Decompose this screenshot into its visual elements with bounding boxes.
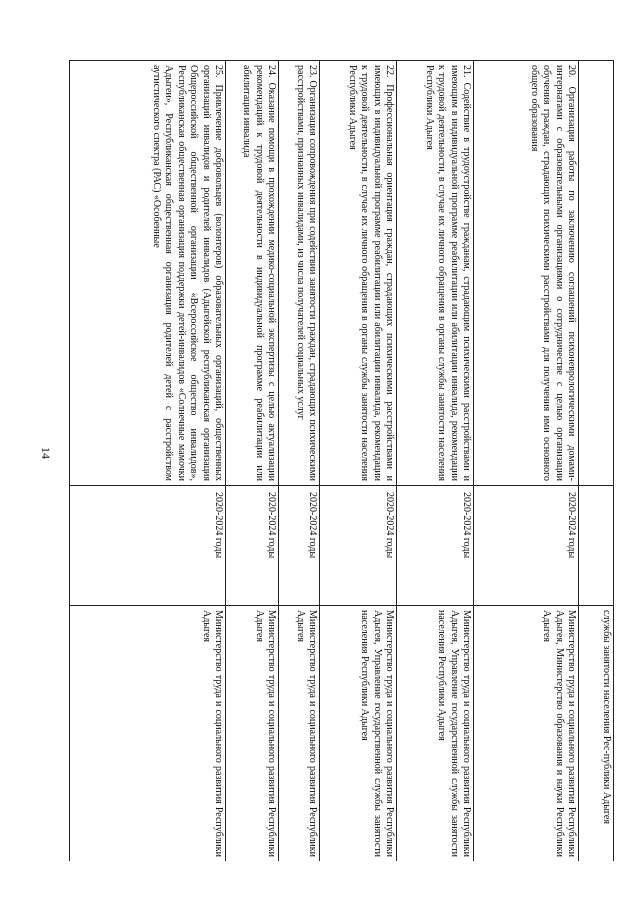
executor-cell: Министерство труда и социального развития Республики Адыгея [279,606,320,862]
table-row-continuation [579,61,614,862]
action-cell: 22. Профессиональная ориентация граждан, страдающих психическими расстройствами и имеющих в индивидуальной программе реабилитации или абилитации инвалида, рекомендации к трудовой деятельности, в случае их личного обращения в органы службы занятости населения Республики Адыгея [320,61,397,486]
executor-cell: Министерство труда и социального развития Республики Адыгея, Управление государственной службы занятости населения Республики Адыгея [397,606,474,862]
table-row [320,61,397,862]
rotated-table-content [68,60,614,861]
table-row [226,61,279,862]
period-cell [579,486,614,606]
period-cell: 2020-2024 годы [320,486,397,606]
table-row [474,61,579,862]
action-cell: 21. Содействие в трудоустройстве гражданам, страдающим психическими расстройствами и имеющим в индивидуальной программе реабилитации или абилитации инвалида, рекомендации к трудовой деятельности, в случае их личного обращения в органы службы занятости населения Республики Адыгея [397,61,474,486]
measures-table [69,60,614,861]
table-row [70,61,226,862]
table-row [279,61,320,862]
action-cell [579,61,614,486]
period-cell: 2020-2024 годы [226,486,279,606]
table-row [397,61,474,862]
page-number: 14 [39,447,53,459]
period-cell: 2020-2024 годы [474,486,579,606]
executor-cell: Министерство труда и социального развития Республики Адыгея, Управление государственной службы занятости населения Республики Адыгея [320,606,397,862]
executor-cell: службы занятости населения Рес-публики Адыгея [579,606,614,862]
action-cell: 25. Привлечение добровольцев (волонтеров) образовательных организаций, общественных организаций инвалидов и родителей инвалидов (Адыгейской республиканская организация Общероссийской общественной организации «Всероссийское общество инвалидов», Республиканская общественная организация поддержки детей-инвалидов «Солнечные мамочки Адыгеи», Республиканская общественная организация родителей детей с расстройством аутистического спектра (РАС) «Особенные [70,61,226,486]
rotated-table-viewport [68,60,614,861]
period-cell: 2020-2024 годы [397,486,474,606]
executor-cell: Министерство труда и социального развития Республики Адыгея, Министерство образования и науки Республики Адыгея [474,606,579,862]
action-cell: 20. Организация работы по заключению соглашений психоневрологическими домами-интернатами с образовательными организациями о сотрудничестве с целью организации обучения граждан, страдающих психическими расстройствами для получения ими основного общего образования [474,61,579,486]
period-cell: 2020-2024 годы [70,486,226,606]
action-cell: 24. Оказание помощи в прохождении медико-социальной экспертизы с целью актуализации рекомендаций к трудовой деятельности в индивидуальной программе реабилитации или абилитации инвалида [226,61,279,486]
executor-cell: Министерство труда и социального развития Республики Адыгея [70,606,226,862]
action-cell: 23. Организация сопровождения при содействии занятости граждан, страдающих психическими расстройствами, признанных инвалидами, из числа получателей социальных услуг [279,61,320,486]
executor-cell: Министерство труда и социального развития Республики Адыгея [226,606,279,862]
period-cell: 2020-2024 годы [279,486,320,606]
